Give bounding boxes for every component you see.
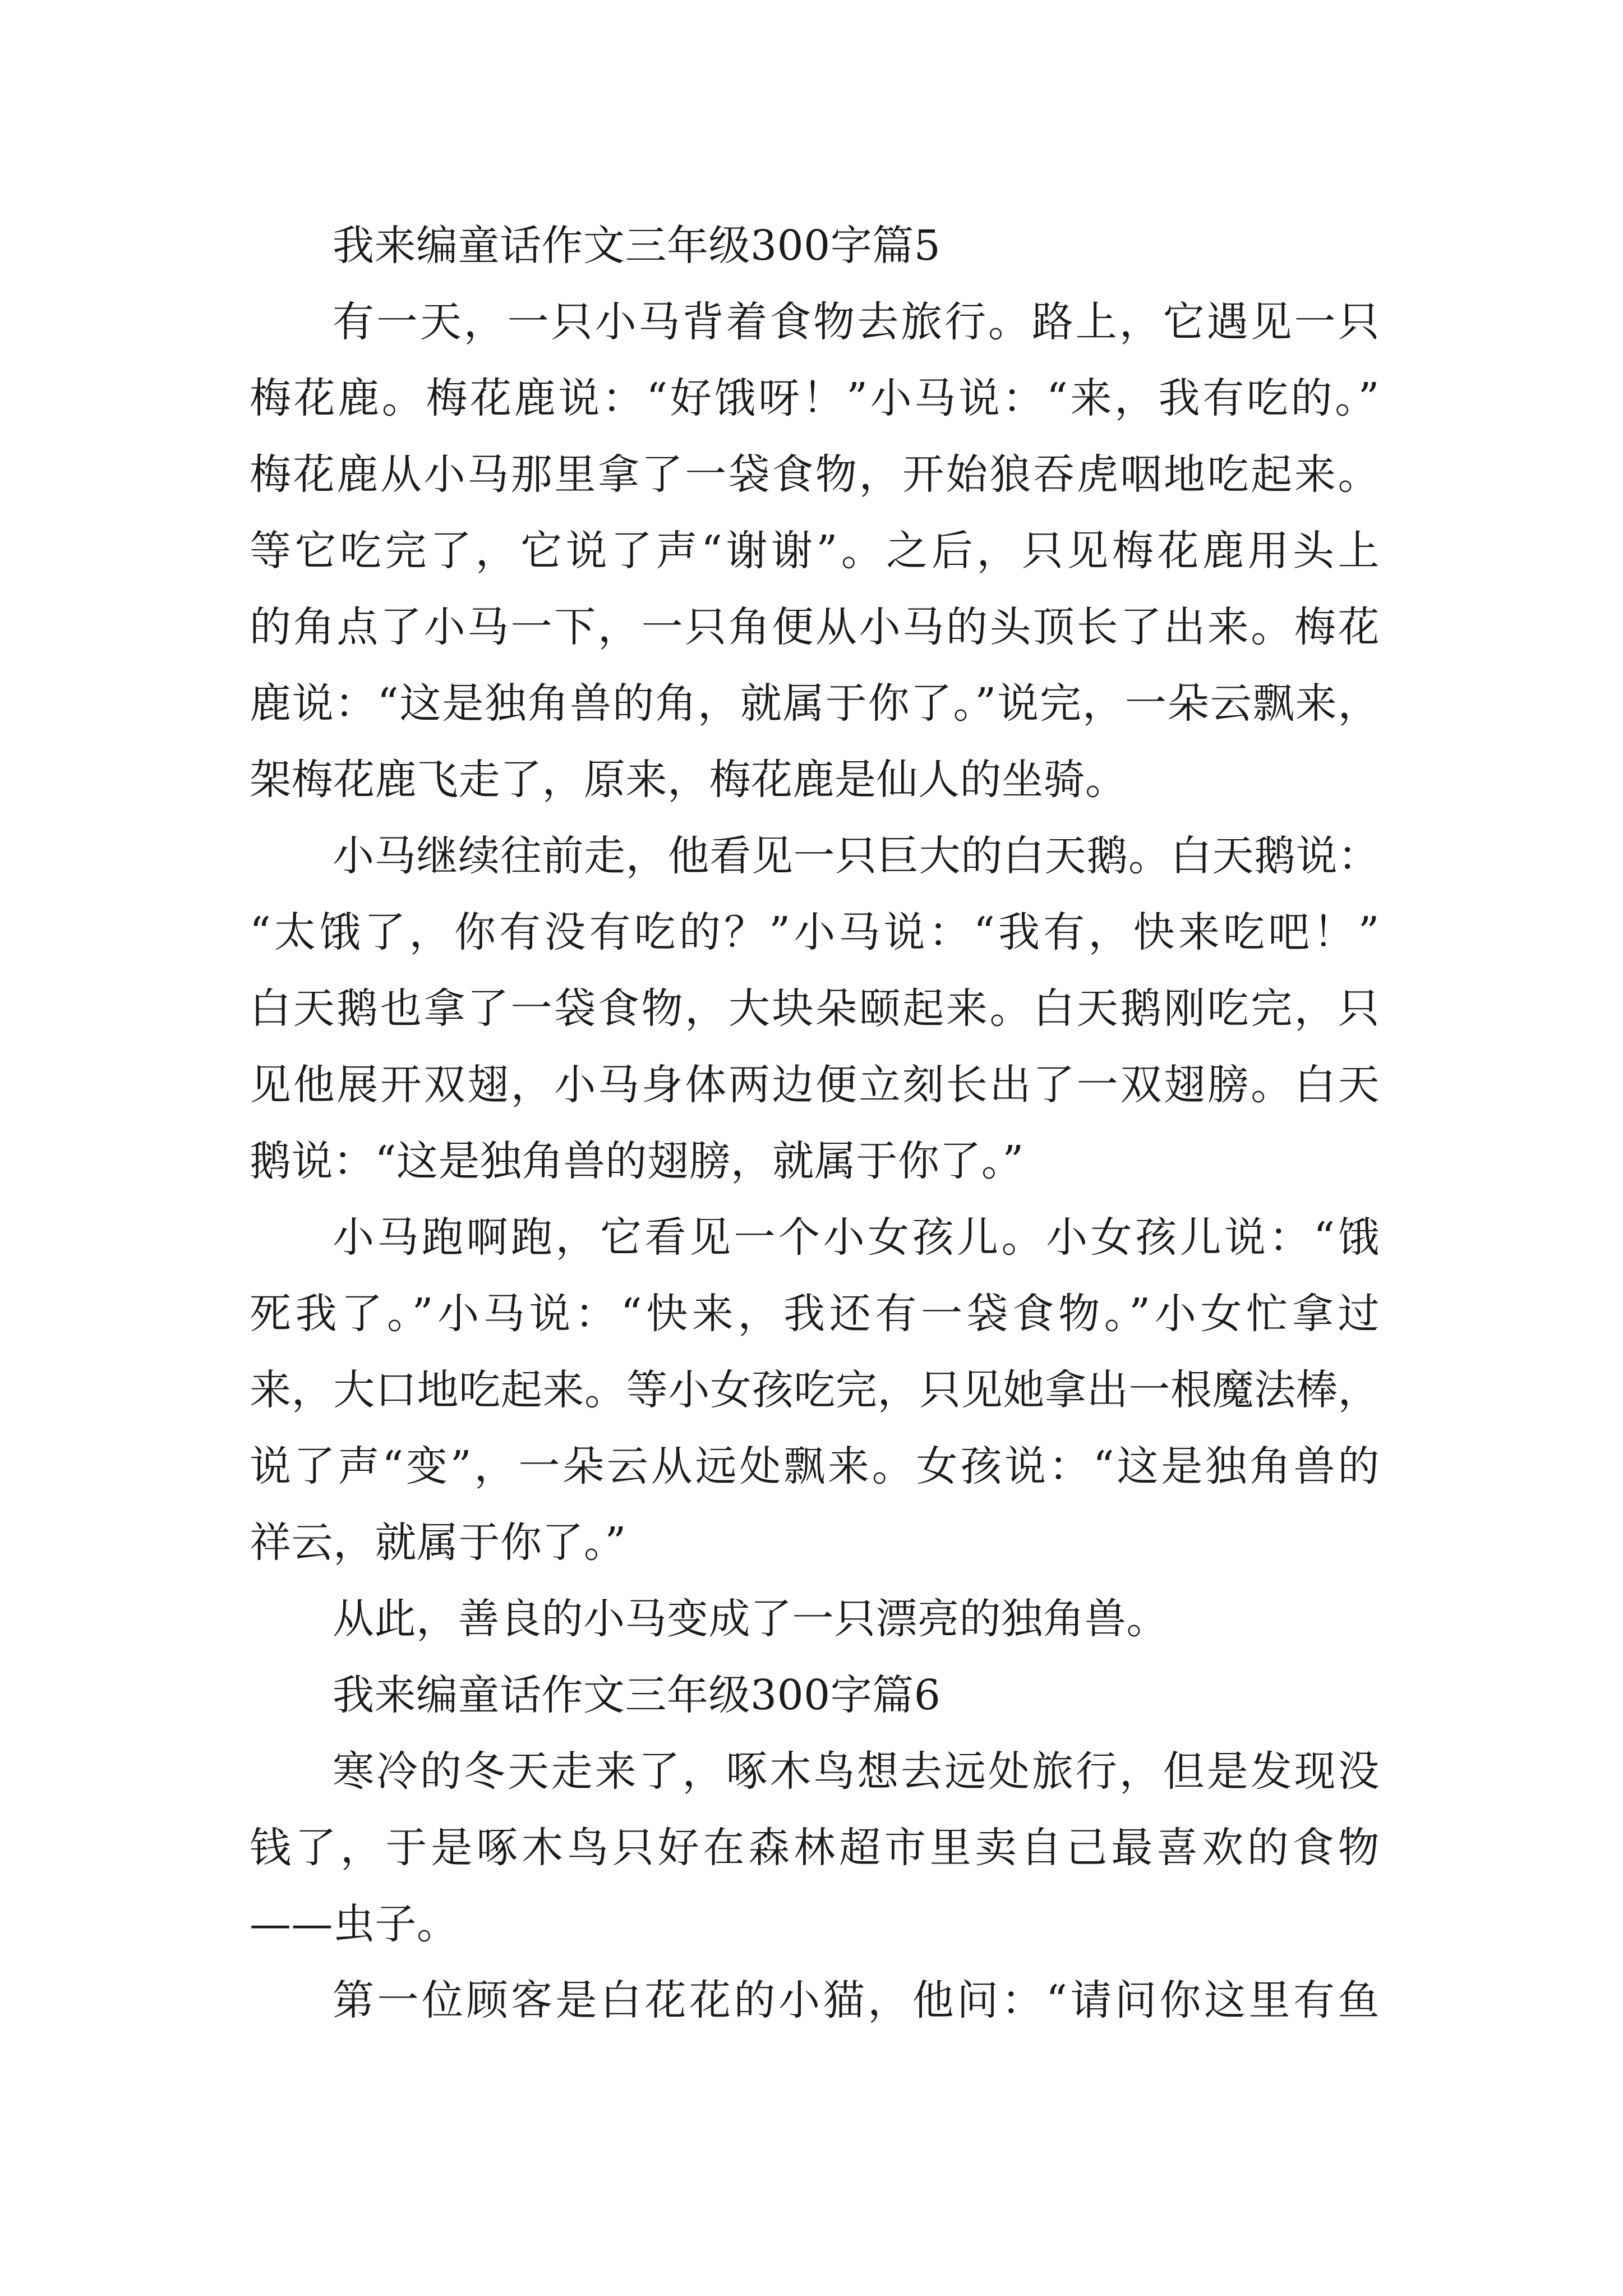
- text-line: 我来编童话作文三年级300字篇5: [333, 222, 941, 270]
- text-line: 我来编童话作文三年级300字篇6: [333, 1671, 941, 1719]
- text-line: 架梅花鹿飞走了，原来，梅花鹿是仙人的坐骑。: [250, 756, 1127, 804]
- text-line: 小马继续往前走，他看见一只巨大的白天鹅。白天鹅说：: [333, 832, 1380, 880]
- text-line: 第一位顾客是白花花的小猫，他问：“请问你这里有鱼: [333, 1976, 1380, 2024]
- document-body: [250, 208, 1380, 2039]
- text-line: ——虫子。: [250, 1900, 459, 1948]
- text-line: 白天鹅也拿了一袋食物，大块朵颐起来。白天鹅刚吃完，只: [250, 984, 1380, 1033]
- text-line: 来，大口地吃起来。等小女孩吃完，只见她拿出一根魔法棒，: [250, 1366, 1380, 1414]
- text-line: 说了声“变”，一朵云从远处飘来。女孩说：“这是独角兽的: [250, 1442, 1380, 1490]
- text-line: 钱了，于是啄木鸟只好在森林超市里卖自己最喜欢的食物: [250, 1824, 1380, 1872]
- text-line: 鹿说：“这是独角兽的角，就属于你了。”说完，一朵云飘来，: [250, 679, 1380, 728]
- text-line: 鹅说：“这是独角兽的翅膀，就属于你了。”: [250, 1137, 1024, 1185]
- text-line: 等它吃完了，它说了声“谢谢”。之后，只见梅花鹿用头上: [250, 527, 1380, 575]
- text-line: 见他展开双翅，小马身体两边便立刻长出了一双翅膀。白天: [250, 1061, 1380, 1109]
- text-line: 寒冷的冬天走来了，啄木鸟想去远处旅行，但是发现没: [333, 1747, 1380, 1796]
- text-line: 的角点了小马一下，一只角便从小马的头顶长了出来。梅花: [250, 603, 1380, 651]
- text-line: “太饿了，你有没有吃的？”小马说：“我有，快来吃吧！”: [250, 908, 1380, 956]
- text-line: 梅花鹿。梅花鹿说：“好饿呀！”小马说：“来，我有吃的。”: [250, 374, 1380, 422]
- text-line: 有一天，一只小马背着食物去旅行。路上，它遇见一只: [333, 298, 1380, 346]
- text-line: 死我了。”小马说：“快来，我还有一袋食物。”小女忙拿过: [250, 1290, 1380, 1338]
- text-line: 从此，善良的小马变成了一只漂亮的独角兽。: [333, 1595, 1168, 1643]
- text-line: 梅花鹿从小马那里拿了一袋食物，开始狼吞虎咽地吃起来。: [250, 450, 1380, 499]
- text-line: 小马跑啊跑，它看见一个小女孩儿。小女孩儿说：“饿: [333, 1213, 1380, 1262]
- text-line: 祥云，就属于你了。”: [250, 1519, 626, 1567]
